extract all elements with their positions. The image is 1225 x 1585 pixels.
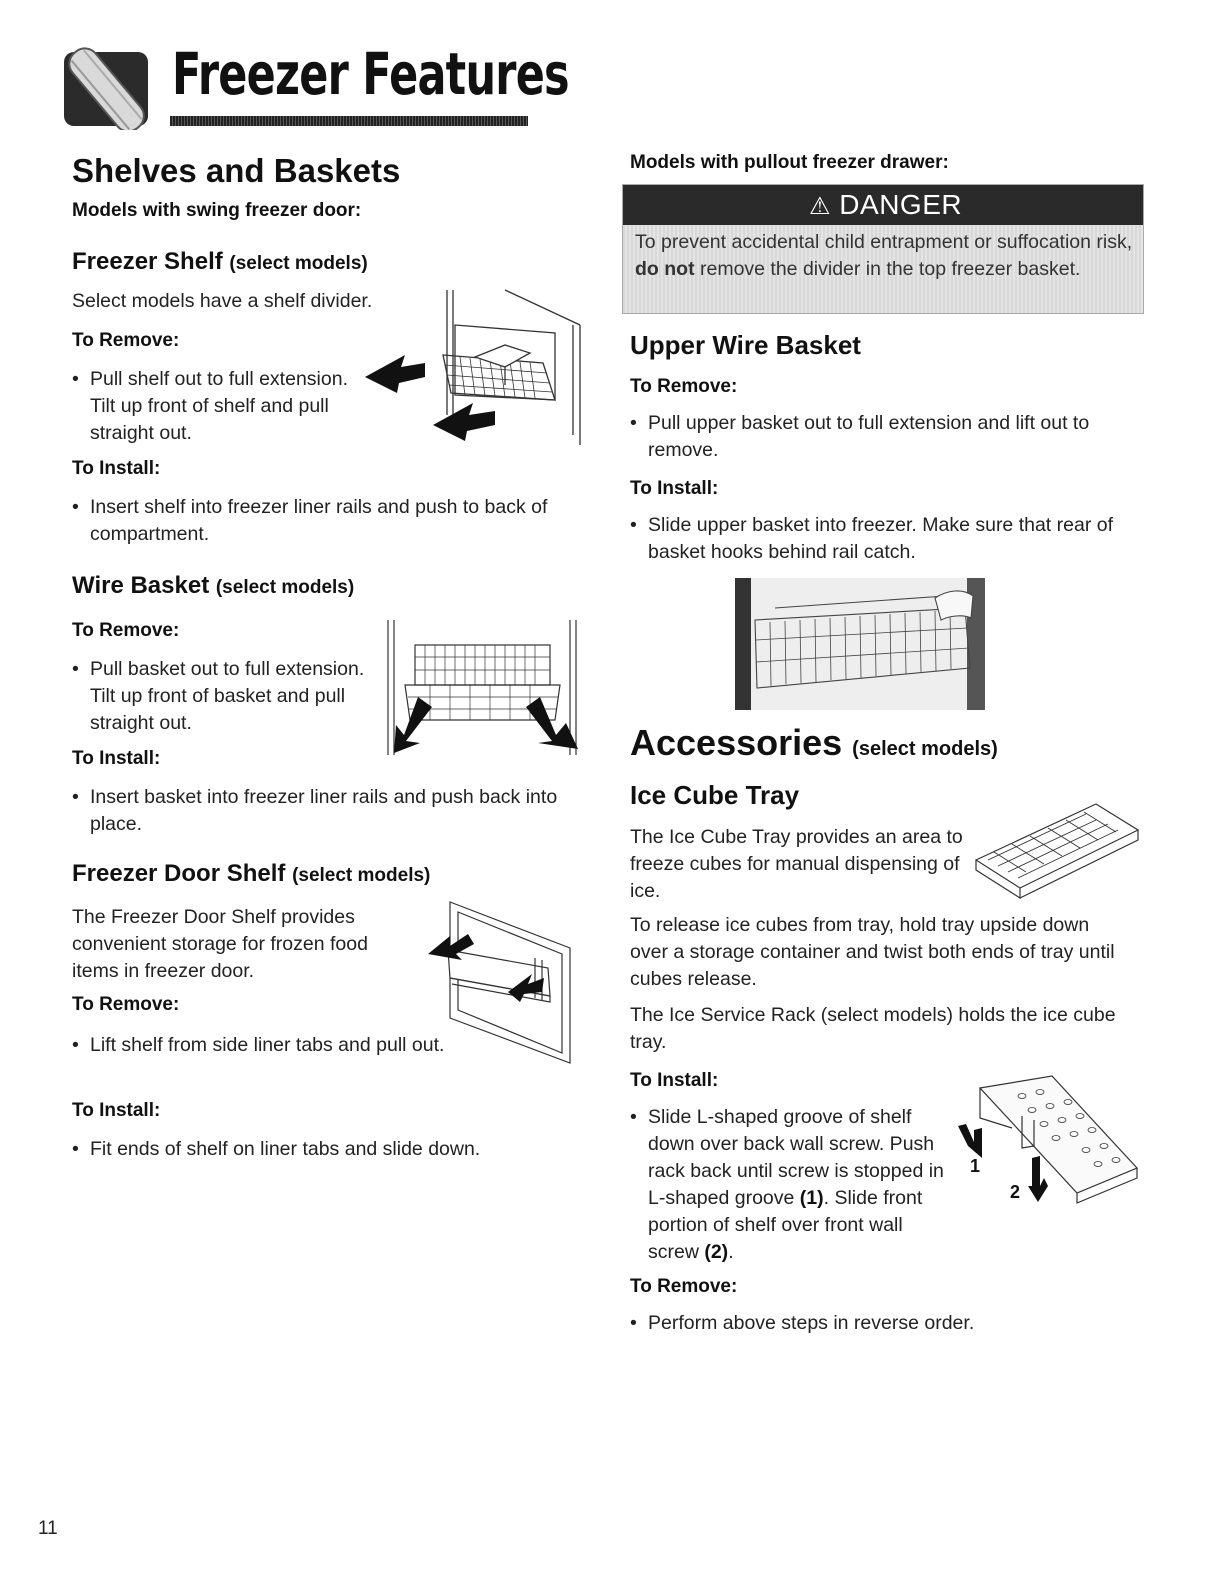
freezer-shelf-qualifier: (select models) — [229, 253, 368, 274]
callout-2: 2 — [1010, 1182, 1021, 1202]
pullout-drawer-subtitle: Models with pullout freezer drawer: — [630, 152, 949, 173]
ice-rack-remove-text: • Perform above steps in reverse order. — [630, 1310, 1148, 1337]
ice-rack-install-label: To Install: — [630, 1070, 719, 1091]
door-shelf-remove-text: • Lift shelf from side liner tabs and pull out. — [72, 1032, 470, 1059]
freezer-shelf-remove-label: To Remove: — [72, 330, 180, 351]
door-shelf-install-label: To Install: — [72, 1100, 161, 1121]
freezer-features-icon — [62, 44, 154, 130]
step-1-marker: (1) — [799, 1187, 824, 1209]
upper-basket-install-text: • Slide upper basket into freezer. Make sure that rear of basket hooks behind rail catch. — [630, 512, 1148, 566]
door-shelf-illustration — [420, 898, 580, 1068]
upper-basket-remove-label: To Remove: — [630, 376, 738, 397]
freezer-shelf-title: Freezer Shelf — [72, 248, 223, 275]
page-number: 11 — [38, 1518, 58, 1539]
ice-rack-install-text: • Slide L-shaped groove of shelf down over back wall screw. Push rack back until screw is stopped in L-shaped groove (1). Slide front portion of shelf over front wall screw (2). — [630, 1104, 958, 1266]
upper-basket-remove-text: • Pull upper basket out to full extension and lift out to remove. — [630, 410, 1148, 464]
accessories-heading — [630, 722, 998, 764]
door-shelf-remove-label: To Remove: — [72, 994, 180, 1015]
door-shelf-title: Freezer Door Shelf — [72, 860, 286, 887]
door-shelf-heading — [72, 860, 430, 888]
door-shelf-install-text: • Fit ends of shelf on liner tabs and slide down. — [72, 1136, 590, 1163]
ice-rack-text: The Ice Service Rack (select models) holds the ice cube tray. — [630, 1004, 1116, 1053]
wire-basket-illustration — [380, 615, 585, 760]
upper-basket-install-label: To Install: — [630, 478, 719, 499]
ice-rack-remove-label: To Remove: — [630, 1276, 738, 1297]
freezer-shelf-install-text: • Insert shelf into freezer liner rails and push to back of compartment. — [72, 494, 590, 548]
swing-door-subtitle: Models with swing freezer door: — [72, 200, 362, 221]
wire-basket-heading — [72, 572, 354, 600]
warning-triangle-icon: ⚠ — [809, 193, 832, 220]
page-title: Freezer Features — [172, 40, 569, 108]
danger-box — [622, 184, 1144, 314]
danger-message: To prevent accidental child entrapment or suffocation risk, do not remove the divider in the top freezer basket. — [635, 231, 1133, 280]
ice-tray-release-text: To release ice cubes from tray, hold tray upside down over a storage container and twist both ends of tray until cubes release. — [630, 914, 1115, 990]
step-2-marker: (2) — [704, 1241, 729, 1263]
danger-title: DANGER — [839, 189, 963, 220]
freezer-shelf-heading — [72, 248, 368, 276]
wire-basket-install-text: • Insert basket into freezer liner rails and push back into place. — [72, 784, 580, 838]
upper-basket-photo — [735, 578, 985, 710]
section-title-shelves: Shelves and Baskets — [72, 152, 401, 189]
danger-header — [623, 185, 1143, 225]
wire-basket-install-label: To Install: — [72, 748, 161, 769]
ice-tray-title: Ice Cube Tray — [630, 780, 800, 810]
accessories-title: Accessories — [630, 722, 843, 763]
ice-service-rack-illustration — [952, 1068, 1142, 1213]
wire-basket-qualifier: (select models) — [215, 577, 355, 598]
wire-basket-title: Wire Basket — [72, 572, 210, 599]
wire-basket-remove-text: • Pull basket out to full extension. Tilt up front of basket and pull straight out. — [72, 656, 370, 737]
accessories-qualifier: (select models) — [852, 738, 998, 760]
freezer-shelf-illustration — [355, 285, 585, 460]
wire-basket-remove-label: To Remove: — [72, 620, 180, 641]
freezer-shelf-remove-text: • Pull shelf out to full extension. Tilt up front of shelf and pull straight out. — [72, 366, 360, 447]
danger-emphasis: do not — [635, 258, 695, 280]
title-underline — [170, 116, 528, 126]
door-shelf-qualifier: (select models) — [292, 865, 431, 886]
callout-1: 1 — [970, 1156, 981, 1176]
ice-tray-intro: The Ice Cube Tray provides an area to freeze cubes for manual dispensing of ice. — [630, 826, 963, 902]
ice-cube-tray-illustration — [968, 800, 1144, 900]
door-shelf-intro: The Freezer Door Shelf provides convenient storage for frozen food items in freezer door. — [72, 906, 368, 982]
freezer-shelf-intro: Select models have a shelf divider. — [72, 290, 373, 312]
freezer-shelf-install-label: To Install: — [72, 458, 161, 479]
upper-basket-title: Upper Wire Basket — [630, 330, 861, 360]
danger-heading — [809, 189, 962, 221]
